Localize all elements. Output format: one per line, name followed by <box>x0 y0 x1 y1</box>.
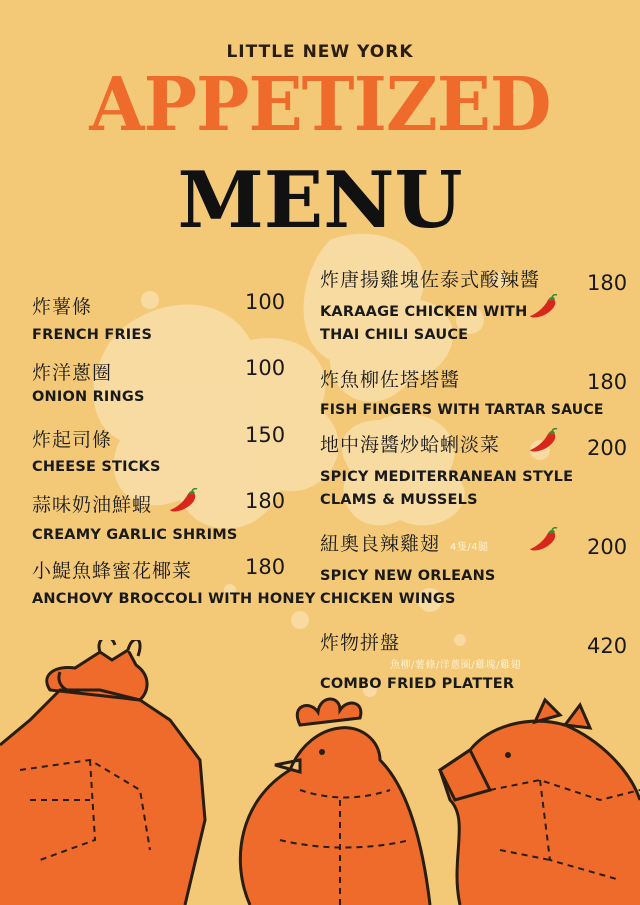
item-name-zh: 炸薯條 <box>32 296 93 318</box>
item-name-en-line1: SPICY MEDITERRANEAN STYLE <box>320 469 574 485</box>
chili-pepper-icon <box>168 488 200 514</box>
item-name-zh: 炸物拼盤 <box>320 632 401 654</box>
chili-pepper-icon <box>528 294 560 320</box>
chili-pepper-icon <box>528 428 560 454</box>
menu-item-cheese-sticks <box>32 425 161 475</box>
animal-illustrations <box>0 640 640 905</box>
item-name-en: CREAMY GARLIC SHRIMS <box>32 527 238 543</box>
item-name-zh: 炸洋蔥圈 <box>32 362 113 384</box>
item-name-en-line1: FISH FINGERS WITH TARTAR SAUCE <box>320 402 604 418</box>
item-price: 180 <box>245 489 286 513</box>
item-name-en-line1: KARAAGE CHICKEN WITH <box>320 304 528 320</box>
item-name-zh: 地中海醬炒蛤蜊淡菜 <box>320 434 501 456</box>
item-name-zh: 炸唐揚雞塊佐泰式酸辣醬 <box>320 269 541 291</box>
menu-title-menu: MENU <box>177 155 463 246</box>
chili-pepper-icon <box>528 527 560 553</box>
item-name-en: ONION RINGS <box>32 389 145 405</box>
item-name-en-line2: CHICKEN WINGS <box>320 591 456 607</box>
item-note: 4隻/4腿 <box>450 542 489 553</box>
item-name-en-line1: SPICY NEW ORLEANS <box>320 568 496 584</box>
cow-illustration <box>0 640 205 905</box>
rooster-illustration <box>240 699 430 905</box>
item-name-en: FRENCH FRIES <box>32 327 153 343</box>
item-name-zh: 蒜味奶油鮮蝦 <box>32 494 153 516</box>
item-price: 100 <box>245 290 286 314</box>
item-name-en-line2: THAI CHILI SAUCE <box>320 327 469 343</box>
item-price: 420 <box>587 634 628 658</box>
menu-item-garlic-shrimp <box>32 490 238 543</box>
item-name-zh: 炸起司條 <box>32 429 113 451</box>
restaurant-name: LITTLE NEW YORK <box>226 42 414 62</box>
item-price: 180 <box>245 555 286 579</box>
item-price: 150 <box>245 423 286 447</box>
item-note: 魚柳/薯條/洋蔥圈/雞塊/雞翅 <box>390 660 521 671</box>
item-name-zh: 炸魚柳佐塔塔醬 <box>320 369 461 391</box>
menu-item-onion-rings <box>32 358 145 405</box>
item-price: 180 <box>587 370 628 394</box>
item-name-en: ANCHOVY BROCCOLI WITH HONEY <box>32 591 316 607</box>
menu-title-appetized: APPETIZED <box>89 62 551 148</box>
item-name-en-line1: COMBO FRIED PLATTER <box>320 676 515 692</box>
item-name-en: CHEESE STICKS <box>32 459 161 475</box>
menu-item-new-orleans-wings <box>320 529 496 607</box>
item-name-zh: 紐奧良辣雞翅 <box>320 533 441 555</box>
menu-item-fish-fingers <box>320 365 604 418</box>
menu-item-karaage-chicken <box>320 265 540 343</box>
item-price: 180 <box>587 271 628 295</box>
item-price: 100 <box>245 356 286 380</box>
menu-item-french-fries <box>32 292 152 343</box>
item-price: 200 <box>587 535 628 559</box>
item-name-en-line2: CLAMS & MUSSELS <box>320 492 478 508</box>
item-name-zh: 小鯷魚蜂蜜花椰菜 <box>32 560 193 582</box>
item-price: 200 <box>587 436 628 460</box>
pig-illustration <box>440 700 640 905</box>
